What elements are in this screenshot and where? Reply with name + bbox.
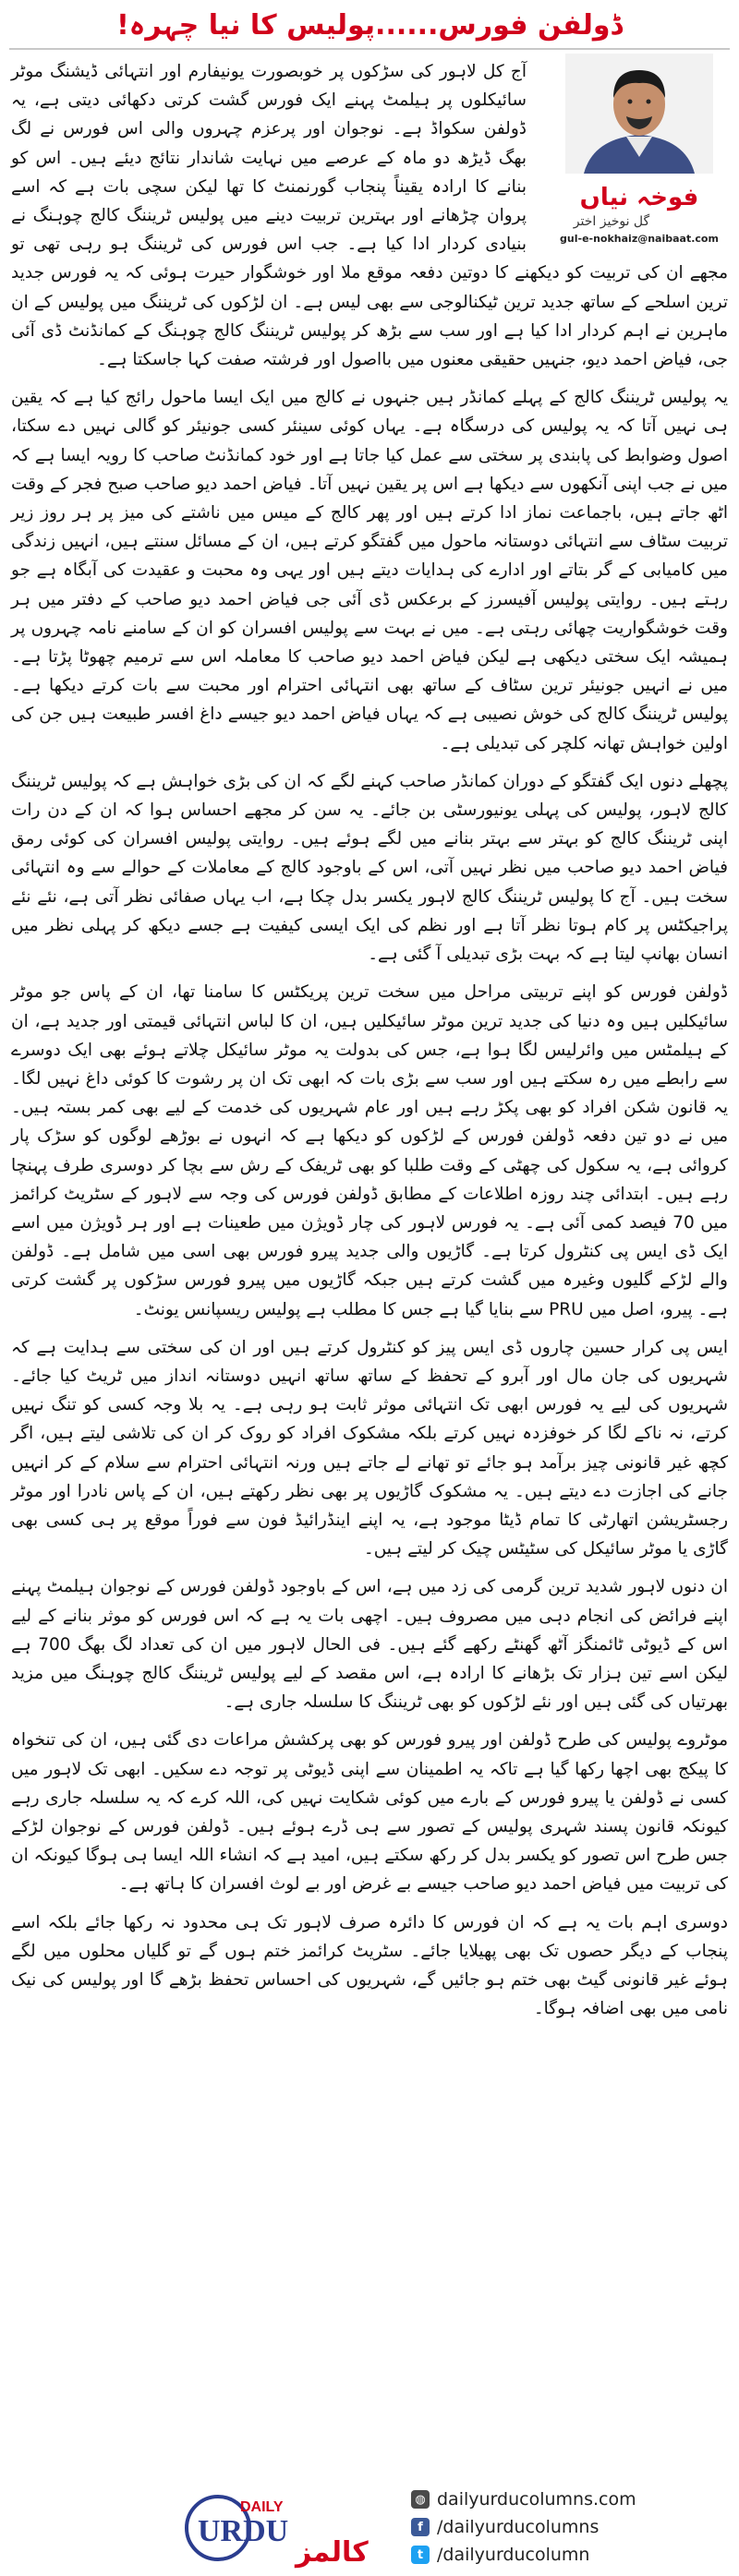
footer	[0, 2478, 739, 2574]
logo-icon	[185, 2484, 388, 2572]
logo-columns-text: کالمز	[296, 2536, 369, 2569]
facebook-icon: f	[411, 2518, 430, 2536]
article-title: ڈولفن فورس......پولیس کا نیا چہرہ!	[116, 9, 623, 42]
author-name: فوخہ نیاں	[579, 184, 699, 211]
article-paragraph: آج کل لاہور کی سڑکوں پر خوبصورت یونیفارم اور انتہائی ڈیشنگ موٹر سائیکلوں پر ہیلمٹ پہنے ایک فورس گشت کرتی دکھائی دیتی ہے، یہ ڈولفن سکواڈ ہے۔ نوجوان اور پرعزم چہروں والی اس فورس نے لگ بھگ ڈیڑھ دو ماہ کے عرصے میں نہایت شاندار نتائج دیئے ہیں۔ اس کو بنانے کا ارادہ یقیناً پنجاب گورنمنٹ کا تھا لیکن سچی بات ہے کہ اسے پروان چڑھانے اور بہترین تربیت دینے میں پولیس ٹریننگ کالج چوہنگ نے بنیادی کردار ادا کیا ہے۔ جب اس فورس کی ٹریننگ ہو رہی تھی تو مجھے ان کی تربیت کو دیکھنے کا دوتین دفعہ موقع ملا اور خوشگوار حیرت ہوئی کہ یہ فورس جدید ترین اسلحے کے ساتھ جدید ترین ٹیکنالوجی سے بھی لیس ہے۔ ان لڑکوں کی ٹریننگ میں پولیس کے ان ماہرین نے اہم کردار ادا کیا ہے اور سب سے بڑھ کر پولیس ٹریننگ کالج چوہنگ کے کمانڈنٹ ڈی آئی جی، فیاض احمد دیو، جنہیں حقیقی معنوں میں بااصول اور فرشتہ صفت کہا جاسکتا ہے۔	[11, 62, 728, 370]
article-paragraph: دوسری اہم بات یہ ہے کہ ان فورس کا دائرہ صرف لاہور تک ہی محدود نہ رکھا جائے بلکہ اسے پنجاب کے دیگر حصوں تک بھی پھیلایا جائے۔ سٹریٹ کرائمز ختم ہوں گے تو گلیاں محلوں میں لگے ہوئے غیر قانونی گیٹ بھی ختم ہو جائیں گے، شہریوں کی احساس تحفظ بڑھے گا اور پولیس کی نیک نامی میں بھی اضافہ ہوگا۔	[11, 1912, 728, 2019]
logo-urdu-text: URDU	[198, 2514, 289, 2548]
twitter-icon: t	[411, 2546, 430, 2564]
social-link-text: /dailyurducolumn	[437, 2545, 590, 2565]
logo-daily-text: DAILY	[240, 2499, 284, 2515]
author-box-spacer	[532, 57, 728, 249]
article-paragraph: موٹروے پولیس کی طرح ڈولفن اور پیرو فورس کو بھی پرکشش مراعات دی گئی ہیں، ان کی تنخواہ کا پیکج بھی اچھا رکھا گیا ہے تاکہ یہ اطمینان سے اپنی ڈیوٹی پر توجہ دے سکیں۔ ابھی تک لاہور میں کسی نے ڈولفن یا پیرو فورس کے بارے میں کوئی شکایت نہیں کی، اللہ کرے کہ یہ سلسلہ جاری رہے کیونکہ قانون پسند شہری پولیس کے تصور سے ہی ڈرے ہوئے ہیں۔ ڈولفن فورس کے نوجوان لڑکے جس طرح اس تصور کو یکسر بدل کر رکھ سکتے ہیں، امید ہے کہ انشاء اللہ ایسا ہی ہوگا کیونکہ ان کی تربیت میں فیاض احمد دیو صاحب جیسے بے غرض اور بے لوث افسران کا ہاتھ ہے۔	[11, 1730, 728, 1895]
author-org: گل نوخیز اختر	[573, 214, 650, 229]
globe-icon: ◍	[411, 2490, 430, 2509]
site-logo[interactable]	[185, 2484, 388, 2572]
social-links	[411, 2486, 716, 2569]
article-paragraph: ایس پی کرار حسین چاروں ڈی ایس پیز کو کنٹرول کرتے ہیں اور ان کی سختی سے ہدایت ہے کہ شہریوں کی جان مال اور آبرو کے تحفظ کے ساتھ ساتھ انہیں دوستانہ انداز میں ٹریٹ کیا جائے۔ شہریوں کی لیے یہ فورس ابھی تک انتہائی موثر ثابت ہو رہی ہے۔ یہ بلا وجہ کسی کو تنگ نہیں کرتے، نہ ناکے لگا کر خوفزدہ نہیں کرتے بلکہ مشکوک افراد کو روک کر ان کی تلاشی لیتے ہیں، اگر کچھ غیر قانونی چیز برآمد ہو جائے تو تھانے لے جاتے ہیں ورنہ انتہائی احترام سے سلام کے کر انہیں جانے کی اجازت دے دیتے ہیں۔ یہ مشکوک گاڑیوں پر بھی نظر رکھتے ہیں، ان کے پاس نادرا اور موٹر رجسٹریشن اتھارٹی کا تمام ڈیٹا موجود ہے، یہ اپنے اینڈرائیڈ فون سے فوراً موقع پر ہی کسی بھی گاڑی یا موٹر سائیکل کی سٹیٹس چیک کر لیتے ہیں۔	[11, 1337, 728, 1559]
article-paragraph: پچھلے دنوں ایک گفتگو کے دوران کمانڈر صاحب کہنے لگے کہ ان کی بڑی خواہش ہے کہ پولیس ٹریننگ کالج لاہور، پولیس کی پہلی یونیورسٹی بن جائے۔ یہ سن کر مجھے احساس ہوا کہ ان کے دن رات اپنی ٹریننگ کالج کو بہتر سے بہتر بنانے میں لگے ہوئے ہیں۔ روایتی پولیس افسران کی کوئی رمق فیاض احمد دیو صاحب میں نظر نہیں آتی، اس کے باوجود کالج کے معاملات کے حوالے سے وہ انتہائی سخت ہیں۔ آج کا پولیس ٹریننگ کالج لاہور یکسر بدل چکا ہے، اب یہاں صفائی نظر آتی ہے، نئے نئے پراجیکٹس پر کام ہوتا نظر آتا ہے اور نظم کی ایک ایسی کیفیت ہے جسے دیکھ کر پہلی نظر میں انسان بھانپ لیتا ہے کہ بہت بڑی تبدیلی آ گئی ہے۔	[11, 771, 728, 965]
social-link-twitter[interactable]	[411, 2541, 716, 2569]
article-paragraph: ڈولفن فورس کو اپنے تربیتی مراحل میں سخت ترین پریکٹس کا سامنا تھا، ان کے پاس جو موٹر سائیکلیں ہیں وہ دنیا کی جدید ترین موٹر سائیکلیں ہیں، ان کا لباس انتہائی قیمتی اور جدید ہے، ان کے ہیلمٹس میں وائرلیس لگا ہوا ہے، جس کی بدولت یہ موٹر سائیکل چلاتے ہوئے بھی ایک دوسرے سے رابطے میں رہ سکتے ہیں اور سب سے بڑی بات کہ ابھی تک ان پر رشوت کا کوئی داغ نہیں لگا۔ یہ قانون شکن افراد کو بھی پکڑ رہے ہیں اور عام شہریوں کی خدمت کے لیے بھی کمر بستہ ہیں۔ میں نے دو تین دفعہ ڈولفن فورس کے لڑکوں کو دیکھا ہے کہ انہوں نے بوڑھے لوگوں کو سڑک پار کروائی ہے، یہ سکول کی چھٹی کے وقت طلبا کو بھی ٹریفک کے رش سے بچا کر دوسری طرف پہنچا رہے ہیں۔ ابتدائی چند روزہ اطلاعات کے مطابق ڈولفن فورس کی وجہ سے لاہور کے سٹریٹ کرائمز میں 70 فیصد کمی آئی ہے۔ یہ فورس لاہور کی چار ڈویژن میں طعینات ہے اور ہر ڈویژن میں اسے ایک ڈی ایس پی کنٹرول کرتا ہے۔ گاڑیوں والی جدید پیرو فورس بھی اسی میں شامل ہے۔ ڈولفن والے لڑکے گلیوں وغیرہ میں گشت کرتے ہیں جبکہ گاڑیوں میں پیرو فورس سڑکوں پر گشت کرتی ہے۔ پیرو، اصل میں PRU سے بنایا گیا ہے جس کا مطلب ہے پولیس ریسپانس یونٹ۔	[11, 982, 728, 1319]
author-email: gul-e-nokhaiz@naibaat.com	[560, 233, 719, 245]
social-link-website[interactable]	[411, 2486, 716, 2513]
article-paragraph: یہ پولیس ٹریننگ کالج کے پہلے کمانڈر ہیں جنہوں نے کالج میں ایک ایسا ماحول رائج کیا ہے کہ یقین ہی نہیں آتا کہ یہ پولیس کی درسگاہ ہے۔ یہاں کوئی سینئر کسی جونیئر کو گالی نہیں دے سکتا، اصول وضوابط کی پابندی پر سختی سے عمل کیا جاتا ہے اور خود کمانڈنٹ صاحب کا رویہ ایسا ہے کہ میں نے جب اپنی آنکھوں سے دیکھا ہے اس پر یقین نہیں آتا۔ فیاض احمد دیو صاحب صبح فجر کے وقت اٹھ جاتے ہیں، باجماعت نماز ادا کرتے ہیں اور پھر کالج کے میس میں ناشتے کی میز پر ہر روز زیر تربیت سٹاف سے انتہائی دوستانہ ماحول میں گفتگو کرتے ہیں، ان کے مسائل سنتے ہیں، انہیں زندگی میں کامیابی کے گر بتاتے اور ادارے کی ہدایات دیتے ہیں اور یہی وہ محبت و عقیدت کی آبگاہ ہے جو رہتے ہیں۔ روایتی پولیس آفیسرز کے برعکس ڈی آئی جی فیاض احمد دیو صاحب کے دفتر میں ہر وقت خوشگواریت چھائی رہتی ہے۔ میں نے بہت سے پولیس افسران کو ان کے سامنے نامہ چہروں پر ہمیشہ ایک سختی دیکھی ہے لیکن فیاض احمد دیو صاحب کا معاملہ اس سے ترمیم چھوٹا پڑتا ہے۔ میں نے انہیں جونیئر ترین سٹاف کے ساتھ بھی انتہائی احترام اور محبت سے بات کرتے دیکھا ہے۔ پولیس ٹریننگ کالج کی خوش نصیبی ہے کہ یہاں فیاض احمد دیو جیسے داغ افسر طبیعت ہیں جن کی اولین خواہش تھانہ کلچر کی تبدیلی ہے۔	[11, 388, 728, 753]
article-body	[11, 57, 728, 2032]
title-divider	[9, 48, 730, 50]
social-link-text: dailyurducolumns.com	[437, 2489, 636, 2510]
article-paragraph: ان دنوں لاہور شدید ترین گرمی کی زد میں ہے، اس کے باوجود ڈولفن فورس کے نوجوان ہیلمٹ پہنے اپنے فرائض کی انجام دہی میں مصروف ہیں۔ اچھی بات یہ ہے کہ اس فورس کو موثر بنانے کے لیے اس کے ڈیوٹی ٹائمنگز آٹھ گھنٹے رکھے گئے ہیں۔ فی الحال لاہور میں ان کی تعداد لگ بھگ 700 ہے لیکن اسے تین ہزار تک بڑھانے کا ارادہ ہے، اس مقصد کے لیے پولیس ٹریننگ کالج چوہنگ میں مزید بھرتیاں کی گئی ہیں اور نئے لڑکوں کو بھی ٹریننگ کا سلسلہ جاری ہے۔	[11, 1577, 729, 1713]
social-link-text: /dailyurducolumns	[437, 2517, 600, 2537]
social-link-facebook[interactable]	[411, 2513, 716, 2541]
